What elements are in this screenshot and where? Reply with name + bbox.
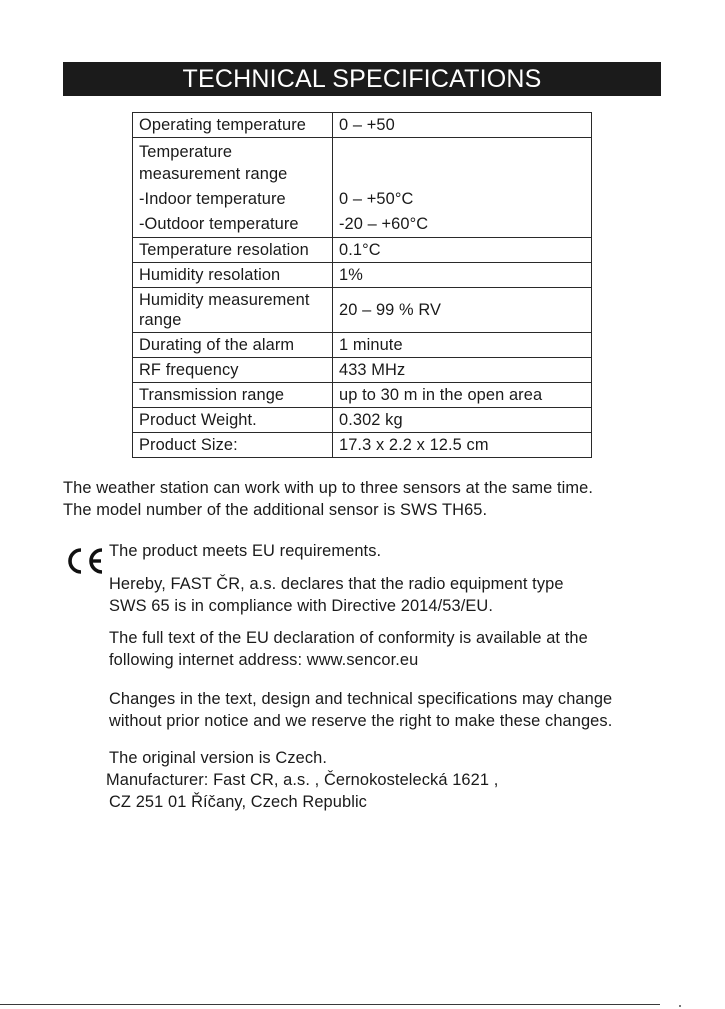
spec-label-line: Temperature <box>139 143 233 161</box>
text-line: The full text of the EU declaration of conformity is available at the <box>109 629 588 647</box>
text-line: without prior notice and we reserve the right to make these changes. <box>109 711 613 730</box>
text-line: CZ 251 01 Říčany, Czech Republic <box>109 793 367 811</box>
conformity-text <box>109 628 588 671</box>
text-line: Hereby, FAST ČR, a.s. declares that the radio equipment type <box>109 575 564 593</box>
spec-value: up to 30 m in the open area <box>333 383 592 408</box>
spec-label <box>133 138 333 238</box>
spec-label: RF frequency <box>133 358 333 383</box>
spec-value: 17.3 x 2.2 x 12.5 cm <box>333 433 592 458</box>
text-line: The product meets EU requirements. <box>109 542 382 560</box>
text-line: Changes in the text, design and technical specifications may change <box>109 690 613 708</box>
spec-label <box>133 288 333 333</box>
spec-value: 1% <box>333 263 592 288</box>
text-line: following internet address: www.sencor.eu <box>109 650 419 669</box>
original-version-text <box>109 748 327 770</box>
spec-label: Humidity resolation <box>133 263 333 288</box>
page-mark <box>679 1005 681 1007</box>
spec-value-line: -20 – +60°C <box>339 215 429 233</box>
spec-label: Product Weight. <box>133 408 333 433</box>
table-row <box>133 238 592 263</box>
spec-table <box>132 112 592 458</box>
spec-value: 433 MHz <box>333 358 592 383</box>
spec-label: Operating temperature <box>133 113 333 138</box>
table-row <box>133 358 592 383</box>
ce-mark-icon <box>63 546 105 576</box>
table-row <box>133 113 592 138</box>
spec-label-line: measurement range <box>139 165 288 183</box>
spec-value-line <box>339 163 586 185</box>
spec-label-line: -Indoor temperature <box>139 190 286 208</box>
text-line: The model number of the additional sensor is SWS TH65. <box>63 500 488 519</box>
text-line: Manufacturer: Fast CR, a.s. , Černokostelecká 1621 , <box>106 771 499 789</box>
table-row <box>133 408 592 433</box>
spec-value: 0 – +50 <box>333 113 592 138</box>
weather-station-note <box>63 478 593 521</box>
spec-label: Durating of the alarm <box>133 333 333 358</box>
bottom-divider <box>0 1004 660 1005</box>
table-row <box>133 138 592 238</box>
spec-value: 20 – 99 % RV <box>333 288 592 333</box>
section-title: TECHNICAL SPECIFICATIONS <box>63 62 661 96</box>
spec-label-line: range <box>139 311 182 329</box>
table-row <box>133 433 592 458</box>
table-row <box>133 333 592 358</box>
table-row <box>133 288 592 333</box>
spec-label-line: -Outdoor temperature <box>139 215 299 233</box>
spec-label: Product Size: <box>133 433 333 458</box>
spec-value: 1 minute <box>333 333 592 358</box>
spec-label: Transmission range <box>133 383 333 408</box>
spec-label-line: Humidity measurement <box>139 291 310 309</box>
address-text <box>109 792 367 814</box>
table-row <box>133 263 592 288</box>
spec-value-line: 0 – +50°C <box>339 190 414 208</box>
spec-value: 0.1°C <box>333 238 592 263</box>
eu-requirements-text <box>109 541 381 563</box>
text-line: The original version is Czech. <box>109 749 327 767</box>
spec-label: Temperature resolation <box>133 238 333 263</box>
spec-value-line <box>339 141 586 163</box>
manufacturer-text <box>106 770 498 792</box>
declaration-text <box>109 574 564 617</box>
table-row <box>133 383 592 408</box>
changes-notice <box>109 689 612 732</box>
text-line: SWS 65 is in compliance with Directive 2014/53/EU. <box>109 596 493 615</box>
spec-value <box>333 138 592 238</box>
spec-value: 0.302 kg <box>333 408 592 433</box>
text-line: The weather station can work with up to three sensors at the same time. <box>63 479 594 497</box>
